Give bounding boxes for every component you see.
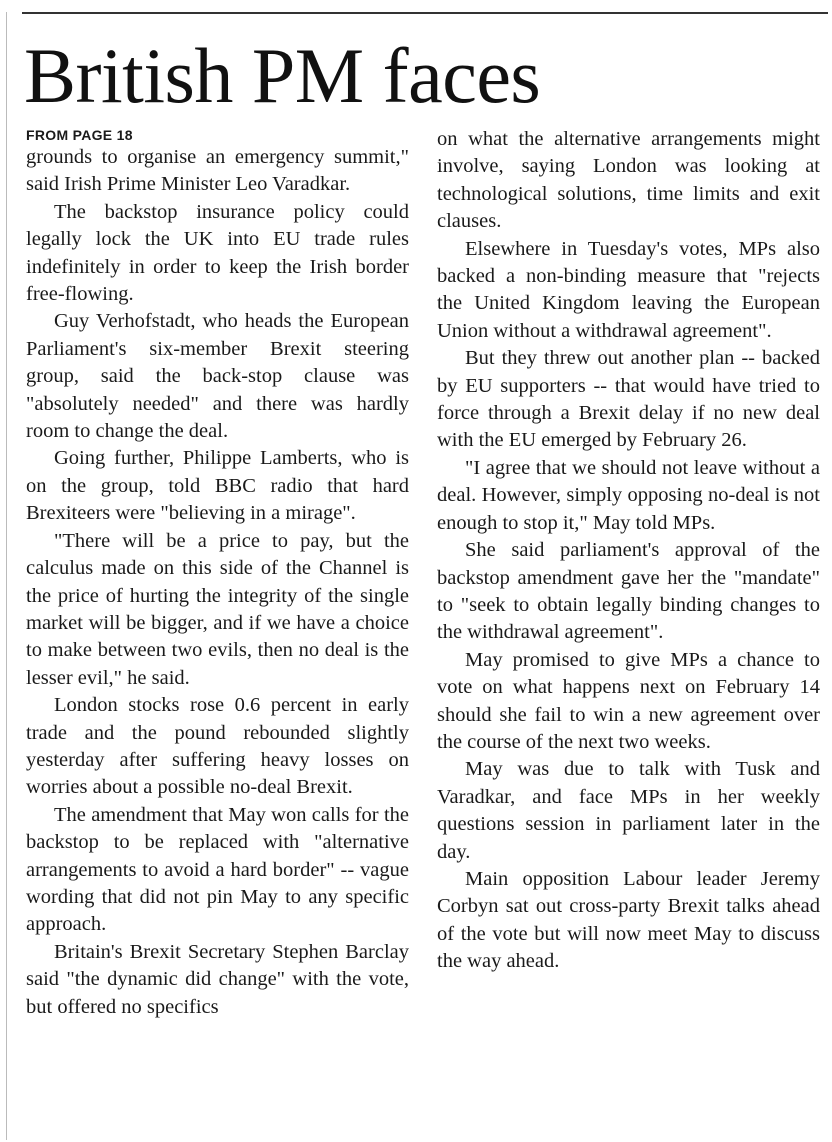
paragraph: The backstop insurance policy could legally lock the UK into EU trade rules indefinitely in order to keep the Irish border free-flowing. (26, 200, 409, 306)
paragraph: But they threw out another plan -- backed by EU supporters -- that would have tried to force through a Brexit delay if no new deal with the EU emerged by February 26. (437, 347, 820, 452)
paragraph: Elsewhere in Tuesday's votes, MPs also backed a non-binding measure that "rejects the United Kingdom leaving the European Union without a withdrawal agreement". (437, 237, 820, 342)
paragraph: London stocks rose 0.6 percent in early trade and the pound rebounded slightly yesterday after suffering heavy losses on worries about a possible no-deal Brexit. (26, 694, 409, 799)
paragraph: "I agree that we should not leave without a deal. However, simply opposing no-deal is not enough to stop it," May told MPs. (437, 456, 820, 534)
paragraph-continued: on what the alternative arrangements might involve, saying London was looking at technological solutions, time limits and exit clauses. (437, 128, 820, 233)
from-page-label: FROM PAGE 18 (26, 127, 133, 143)
paragraph: Britain's Brexit Secretary Stephen Barclay said "the dynamic did change" with the vote, but offered no specifics (26, 940, 409, 1018)
left-margin-rule (6, 12, 7, 1140)
headline: British PM faces (24, 32, 541, 119)
paragraph: Going further, Philippe Lamberts, who is on the group, told BBC radio that hard Brexiteers were "believing in a mirage". (26, 447, 409, 525)
paragraph: Main opposition Labour leader Jeremy Corbyn sat out cross-party Brexit talks ahead of the vote but will now meet May to discuss the way ahead. (437, 867, 820, 973)
paragraph: May promised to give MPs a chance to vote on what happens next on February 14 should she fail to win a new agreement over the course of the next two weeks. (437, 648, 820, 753)
top-rule (22, 12, 828, 14)
article-column-right (437, 126, 820, 976)
paragraph-continued: grounds to organise an emergency summit," said Irish Prime Minister Leo Varadkar. (26, 146, 409, 196)
paragraph: May was due to talk with Tusk and Varadkar, and face MPs in her weekly questions session in parliament later in the day. (437, 758, 820, 863)
paragraph: Guy Verhofstadt, who heads the European Parliament's six-member Brexit steering group, said the back-stop clause was "absolutely needed" and there was hardly room to change the deal. (26, 310, 409, 443)
paragraph: She said parliament's approval of the backstop amendment gave her the "mandate" to "seek to obtain legally binding changes to the withdrawal agreement". (437, 539, 820, 644)
paragraph: "There will be a price to pay, but the calculus made on this side of the Channel is the price of hurting the integrity of the single market will be bigger, and if we have a choice to make between two evils, then no deal is the lesser evil," he said. (26, 529, 409, 689)
article-column-left (26, 126, 409, 1021)
paragraph: The amendment that May won calls for the backstop to be replaced with "alternative arrangements to avoid a hard border" -- vague wording that did not pin May to any specific approach. (26, 803, 409, 936)
